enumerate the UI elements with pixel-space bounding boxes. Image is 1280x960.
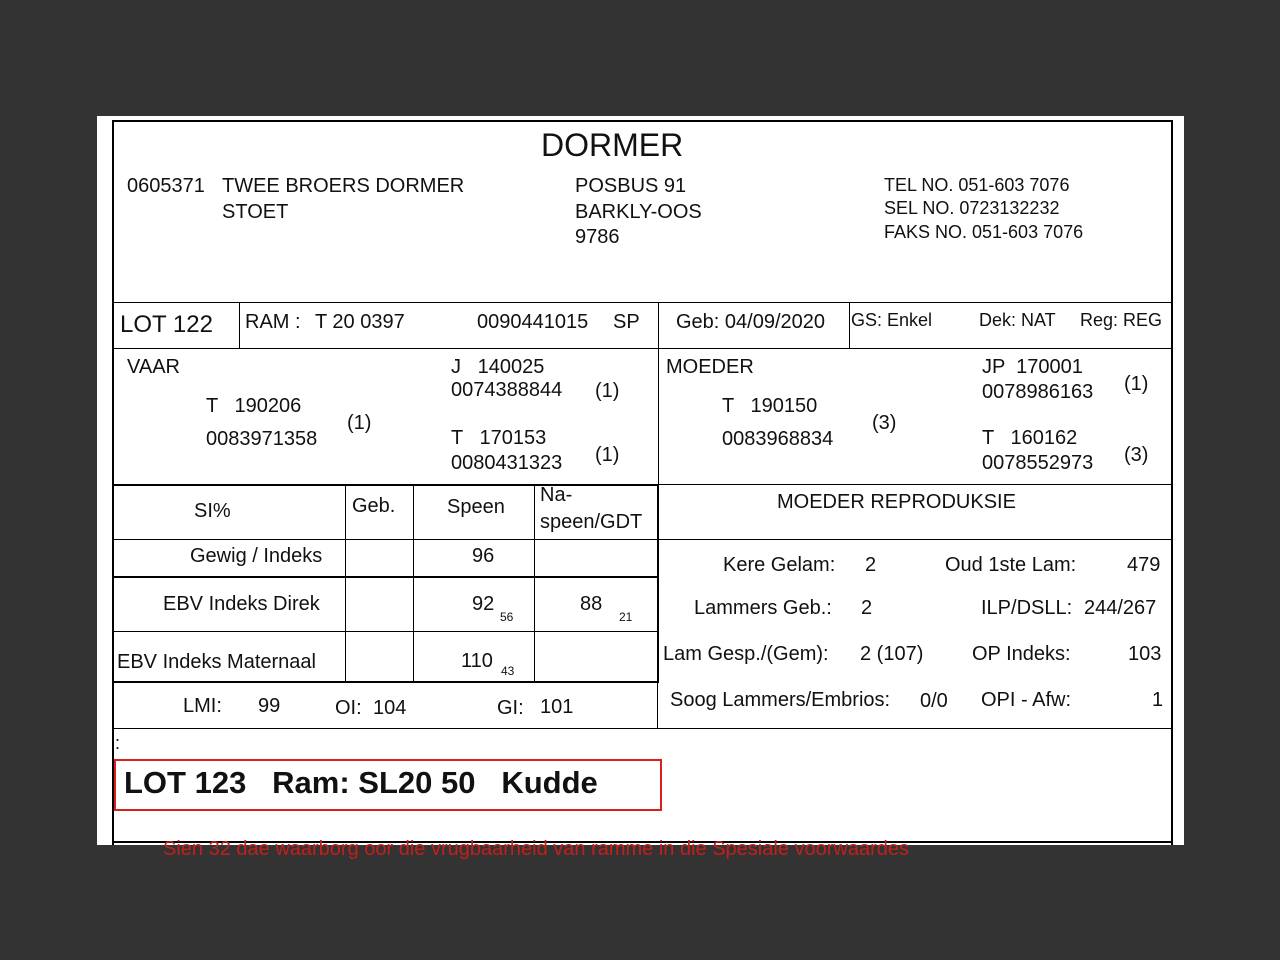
frame-top xyxy=(112,120,1173,122)
ilp-dsll-value: 244/267 xyxy=(1084,597,1157,619)
moeder-id: T 190150 xyxy=(722,395,818,417)
lam-gesp-label: Lam Gesp./(Gem): xyxy=(663,643,829,665)
lmi-label: LMI: xyxy=(183,695,222,717)
owner-code: 0605371 xyxy=(127,175,205,197)
divider xyxy=(657,681,658,728)
vaar-id: T 190206 xyxy=(206,395,302,417)
ram-label: RAM : xyxy=(245,311,301,333)
opi-afw-value: 1 xyxy=(1152,689,1164,711)
divider xyxy=(114,484,659,486)
geb-header: Geb. xyxy=(352,495,396,517)
op-indeks-value: 103 xyxy=(1128,643,1162,665)
divider xyxy=(114,576,659,578)
tel-number: TEL NO. 051-603 7076 xyxy=(884,175,1070,195)
address-line2: BARKLY-OOS xyxy=(575,201,702,223)
divider xyxy=(534,484,535,681)
row-label-ebv-maternaal: EBV Indeks Maternaal xyxy=(117,651,316,673)
reg-status: Reg: REG xyxy=(1080,310,1163,330)
oud-1ste-lam-label: Oud 1ste Lam: xyxy=(945,554,1077,576)
vaar-sire-id: J 140025 xyxy=(451,356,545,378)
opi-afw-label: OPI - Afw: xyxy=(981,689,1072,711)
direk-naspeen-value: 88 xyxy=(580,593,603,615)
divider xyxy=(114,348,1173,349)
moeder-sire-grade: (1) xyxy=(1124,373,1149,395)
sel-number: SEL NO. 0723132232 xyxy=(884,198,1060,218)
divider xyxy=(849,302,850,348)
lam-gesp-value: 2 (107) xyxy=(860,643,924,665)
maternaal-speen-value: 110 xyxy=(461,650,493,672)
frame-right xyxy=(1171,120,1173,845)
vaar-sire-number: 0074388844 xyxy=(451,379,563,401)
divider xyxy=(658,302,659,484)
maternaal-speen-accuracy: 43 xyxy=(501,664,515,678)
vaar-dam-id: T 170153 xyxy=(451,427,547,449)
vaar-sire-grade: (1) xyxy=(595,380,620,402)
lammers-geb-label: Lammers Geb.: xyxy=(694,597,832,619)
direk-speen-accuracy: 56 xyxy=(500,610,514,624)
next-lot-heading: LOT 123 Ram: SL20 50 Kudde xyxy=(124,765,598,800)
moeder-sire-id: JP 170001 xyxy=(982,356,1083,378)
dek-status: Dek: NAT xyxy=(979,310,1056,330)
gewig-speen-value: 96 xyxy=(472,545,495,567)
vaar-dam-number: 0080431323 xyxy=(451,452,563,474)
address-line1: POSBUS 91 xyxy=(575,175,687,197)
naspeen-header-line1: Na- xyxy=(540,484,573,506)
owner-name-line1: TWEE BROERS DORMER xyxy=(222,175,465,197)
divider xyxy=(413,484,414,681)
divider xyxy=(114,728,1173,729)
reg-number: 0090441015 xyxy=(477,311,589,333)
lot-card xyxy=(97,116,1184,860)
moeder-dam-number: 0078552973 xyxy=(982,452,1094,474)
speen-header: Speen xyxy=(447,496,505,518)
warranty-note: Sien 32 dae waarborg oor die vrugbaarheid van ramme in die Spesiale voorwaardes xyxy=(163,838,909,860)
owner-name-line2: STOET xyxy=(222,201,289,223)
lot-number: LOT 122 xyxy=(120,311,213,338)
divider xyxy=(239,302,240,348)
moeder-dam-id: T 160162 xyxy=(982,427,1078,449)
ram-id: T 20 0397 xyxy=(315,311,405,333)
moeder-sire-number: 0078986163 xyxy=(982,381,1094,403)
vaar-grade: (1) xyxy=(347,412,372,434)
frame-left xyxy=(112,120,114,845)
gi-label: GI: xyxy=(497,697,524,719)
soog-lammers-label: Soog Lammers/Embrios: xyxy=(670,689,891,711)
gi-value: 101 xyxy=(540,696,574,718)
kere-gelam-label: Kere Gelam: xyxy=(723,554,836,576)
op-indeks-label: OP Indeks: xyxy=(972,643,1071,665)
oi-label: OI: xyxy=(335,697,362,719)
vaar-dam-grade: (1) xyxy=(595,444,620,466)
soog-lammers-value: 0/0 xyxy=(920,690,948,712)
moeder-number: 0083968834 xyxy=(722,428,834,450)
vaar-label: VAAR xyxy=(127,356,180,378)
oud-1ste-lam-value: 479 xyxy=(1127,554,1161,576)
breed-title: DORMER xyxy=(541,127,684,163)
ilp-dsll-label: ILP/DSLL: xyxy=(981,597,1073,619)
gs-status: GS: Enkel xyxy=(851,310,933,330)
lammers-geb-value: 2 xyxy=(861,597,873,619)
reproduction-title: MOEDER REPRODUKSIE xyxy=(777,491,1016,513)
birth-date: Geb: 04/09/2020 xyxy=(676,311,826,333)
divider xyxy=(657,484,659,681)
faks-number: FAKS NO. 051-603 7076 xyxy=(884,222,1084,242)
colon-mark: : xyxy=(115,733,121,753)
si-header: SI% xyxy=(194,500,231,522)
address-line3: 9786 xyxy=(575,226,620,248)
oi-value: 104 xyxy=(373,697,407,719)
direk-speen-value: 92 xyxy=(472,593,495,615)
moeder-label: MOEDER xyxy=(666,356,754,378)
sp-mark: SP xyxy=(613,311,640,333)
row-label-ebv-direk: EBV Indeks Direk xyxy=(163,593,320,615)
vaar-number: 0083971358 xyxy=(206,428,318,450)
lmi-value: 99 xyxy=(258,695,281,717)
naspeen-header-line2: speen/GDT xyxy=(540,511,643,533)
divider xyxy=(114,539,1173,540)
divider xyxy=(114,681,659,683)
moeder-grade: (3) xyxy=(872,412,897,434)
divider xyxy=(114,302,1173,303)
kere-gelam-value: 2 xyxy=(865,554,877,576)
moeder-dam-grade: (3) xyxy=(1124,444,1149,466)
divider xyxy=(114,631,659,632)
direk-naspeen-accuracy: 21 xyxy=(619,610,633,624)
row-label-gewig: Gewig / Indeks xyxy=(190,545,323,567)
divider xyxy=(345,484,346,681)
